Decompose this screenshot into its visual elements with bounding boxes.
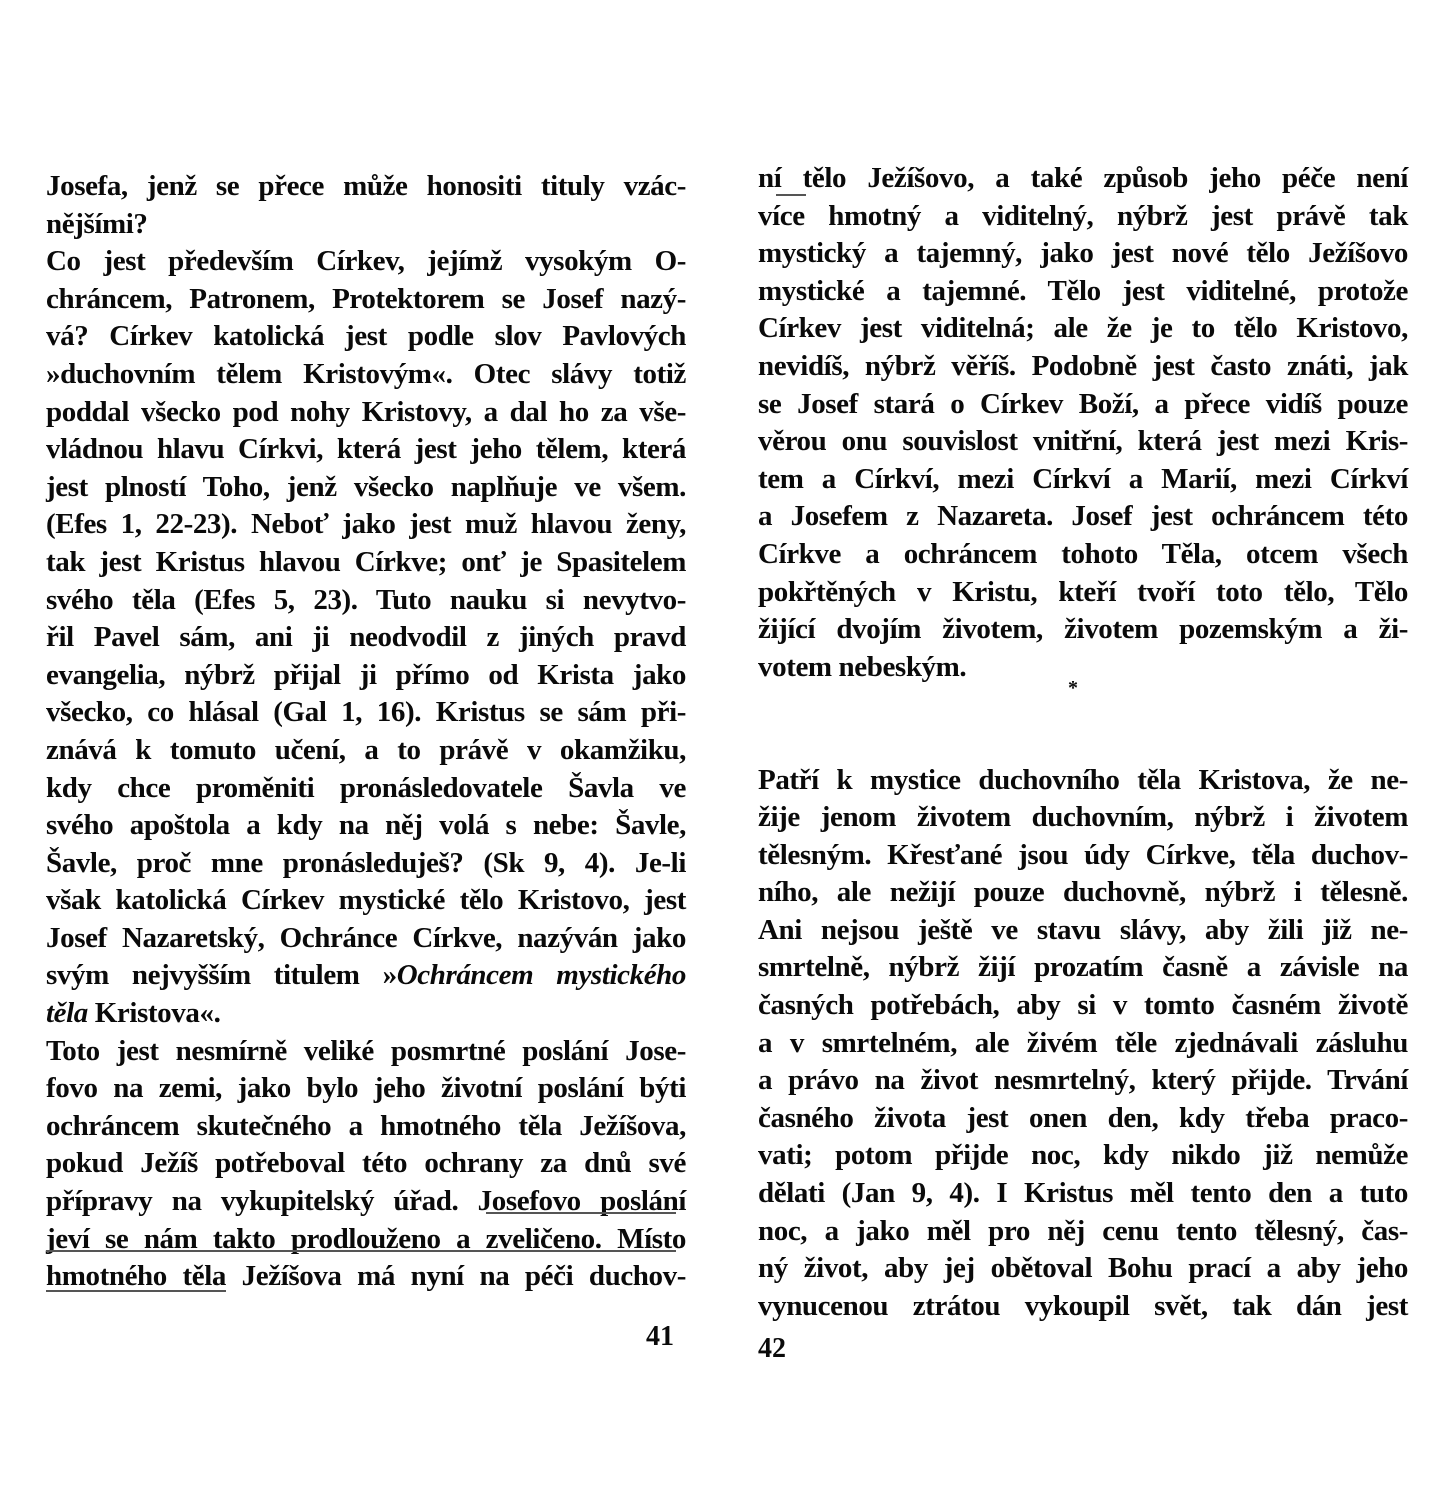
text-line: více hmotný a viditelný, nýbrž jest právě tak (758, 199, 1408, 232)
text-line: jeví se nám takto prodlouženo a zveličeno. Místo (46, 1222, 686, 1255)
text-line: časného života jest onen den, kdy třeba praco- (758, 1101, 1408, 1134)
text-line: Co jest především Církev, jejímž vysokým O- (46, 245, 686, 278)
page-number: 42 (758, 1333, 786, 1364)
text-line: svého těla (Efes 5, 23). Tuto nauku si nevytvo- (46, 583, 686, 616)
text-line: věrou onu souvislost vnitřní, která jest mezi Kris- (758, 425, 1408, 458)
text-line: Patří k mystice duchovního těla Kristova, že ne- (758, 763, 1408, 796)
text-line: svého apoštola a kdy na něj volá s nebe: Šavle, (46, 809, 686, 842)
text-line: chráncem, Patronem, Protektorem se Josef nazý- (46, 282, 686, 315)
pencil-underline (486, 1212, 676, 1214)
text-line: vládnou hlavu Církvi, která jest jeho tělem, která (46, 433, 686, 466)
text-line: ního, ale nežijí pouze duchovně, nýbrž i tělesně. (758, 876, 1408, 909)
text-line: Toto jest nesmírně veliké posmrtné poslání Jose- (46, 1034, 686, 1067)
text-line: časných potřebách, aby si v tomto časném životě (758, 989, 1408, 1022)
text-line: pokud Ježíš potřeboval této ochrany za dnů své (46, 1147, 686, 1180)
text-line: (Efes 1, 22-23). Neboť jako jest muž hlavou ženy, (46, 508, 686, 541)
text-line: Církev jest viditelná; ale že je to tělo Kristovo, (758, 312, 1408, 345)
text-line (46, 995, 686, 1033)
text-line: tak jest Kristus hlavou Církve; onť je Spasitelem (46, 545, 686, 578)
text-line: znává k tomuto učení, a to právě v okamžiku, (46, 733, 686, 766)
text-line: nějšími? (46, 207, 148, 240)
text-line: noc, a jako měl pro něj cenu tento tělesný, čas- (758, 1214, 1408, 1247)
text-line: mystické a tajemné. Tělo jest viditelné, protože (758, 274, 1408, 307)
text-line: tělesným. Křesťané jsou údy Církve, těla duchov- (758, 838, 1408, 871)
blank-line (758, 686, 1408, 724)
text-line: všecko, co hlásal (Gal 1, 16). Kristus se sám při- (46, 696, 686, 729)
left-page-text (46, 168, 686, 1296)
text-line: žijící dvojím životem, životem pozemským a ži- (758, 613, 1408, 646)
blank-line (758, 724, 1408, 762)
text-line: a právo na život nesmrtelný, který přijde. Trvání (758, 1064, 1408, 1097)
text-line: vynucenou ztrátou vykoupil svět, tak dán jest (758, 1289, 1408, 1322)
text-line: nevidíš, nýbrž věříš. Podobně jest často znáti, jak (758, 349, 1408, 382)
text-line: pokřtěných v Kristu, kteří tvoří toto tělo, Tělo (758, 575, 1408, 608)
text-line: dělati (Jan 9, 4). I Kristus měl tento den a tuto (758, 1177, 1408, 1210)
italic-title: Ochráncem mystického (396, 959, 687, 992)
pencil-underline (46, 1290, 226, 1292)
text-line: přípravy na vykupitelský úřad. Josefovo poslání (46, 1185, 686, 1218)
text-line: ní tělo Ježíšovo, a také způsob jeho péče není (758, 162, 1408, 194)
text-line: vá? Církev katolická jest podle slov Pavlových (46, 320, 686, 353)
text-line: ochráncem skutečného a hmotného těla Ježíšova, (46, 1109, 686, 1142)
text-line: Šavle, proč mne pronásleduješ? (Sk 9, 4). Je-li (46, 846, 686, 879)
text-line: ný život, aby jej obětoval Bohu prací a aby jeho (758, 1252, 1408, 1285)
text-line: Josef Nazaretský, Ochránce Církve, nazýván jako (46, 921, 686, 954)
text-line: kdy chce proměniti pronásledovatele Šavla ve (46, 771, 686, 804)
text-line: jest plností Toho, jenž všecko naplňuje ve všem. (46, 470, 686, 503)
text-segment: Kristova«. (94, 997, 221, 1030)
text-line: smrtelně, nýbrž žijí prozatím časně a závisle na (758, 951, 1408, 984)
text-line: však katolická Církev mystické tělo Kristovo, jest (46, 884, 686, 917)
text-line: tem a Církví, mezi Církví a Marií, mezi Církví (758, 462, 1408, 495)
pencil-underline (46, 1250, 676, 1252)
text-line: žije jenom životem duchovním, nýbrž i životem (758, 801, 1408, 834)
right-page-text (758, 160, 1408, 1325)
text-line: a v smrtelném, ale živém těle zjednávali zásluhu (758, 1026, 1408, 1059)
text-line: řil Pavel sám, ani ji neodvodil z jiných pravd (46, 621, 686, 654)
text-line: Církve a ochráncem tohoto Těla, otcem všech (758, 537, 1408, 570)
text-line: se Josef stará o Církev Boží, a přece vidíš pouze (758, 387, 1408, 420)
text-line (46, 957, 686, 995)
italic-title: těla (46, 997, 88, 1030)
text-line: hmotného těla Ježíšova má nyní na péči duchov- (46, 1260, 686, 1293)
text-line: Ani nejsou ještě ve stavu slávy, aby žili již ne- (758, 913, 1408, 946)
text-line: Josefa, jenž se přece může honositi tituly vzác- (46, 170, 686, 202)
text-line: »duchovním tělem Kristovým«. Otec slávy totiž (46, 357, 686, 390)
text-line: vati; potom přijde noc, kdy nikdo již nemůže (758, 1139, 1408, 1172)
text-line: mystický a tajemný, jako jest nové tělo Ježíšovo (758, 237, 1408, 270)
pencil-underline (776, 194, 806, 196)
text-segment: svým nejvyšším titulem » (46, 959, 397, 992)
section-break-asterisk: * (1068, 677, 1078, 699)
text-line: votem nebeským. (758, 650, 967, 683)
text-line: a Josefem z Nazareta. Josef jest ochráncem této (758, 500, 1408, 533)
text-line: fovo na zemi, jako bylo jeho životní poslání býti (46, 1072, 686, 1105)
text-line: evangelia, nýbrž přijal ji přímo od Krista jako (46, 658, 686, 691)
page-number: 41 (646, 1321, 674, 1352)
text-line: poddal všecko pod nohy Kristovy, a dal ho za vše- (46, 395, 686, 428)
